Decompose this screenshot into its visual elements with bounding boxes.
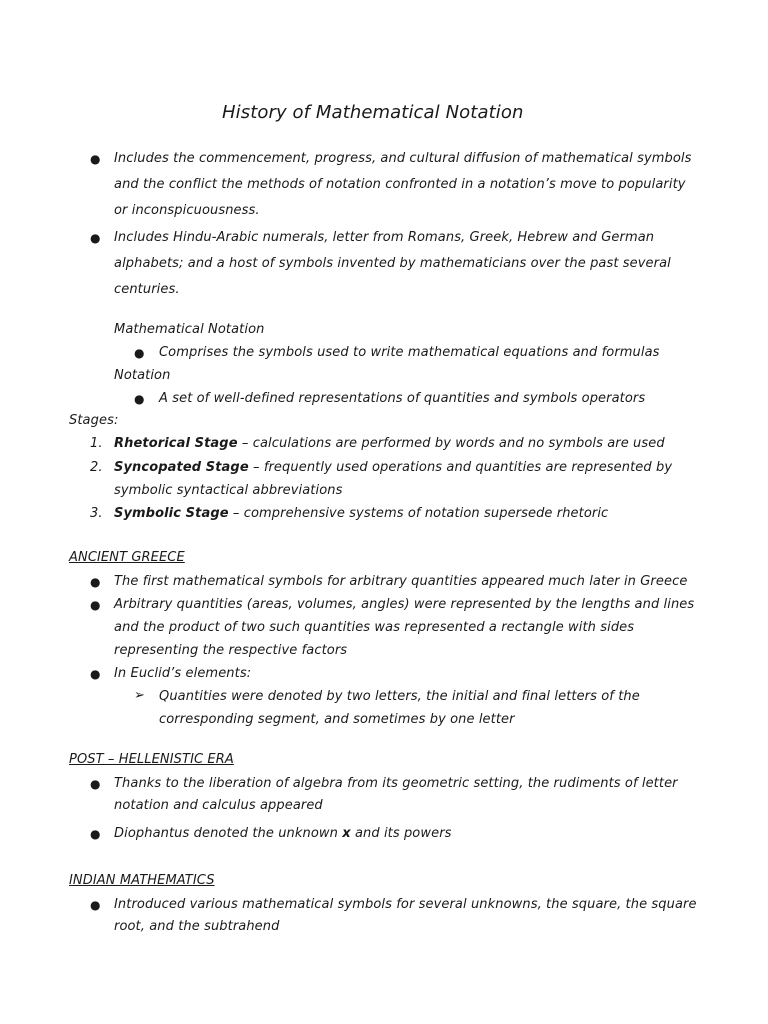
indian-bullet-1-line-2: root, and the subtrahend — [114, 919, 280, 934]
stage-description: – comprehensive systems of notation supersede rhetoric — [228, 506, 609, 521]
intro-2-line-3: centuries. — [114, 282, 180, 297]
bullet-icon: ● — [90, 827, 101, 841]
stage-name: Rhetorical Stage — [114, 436, 238, 451]
indian-bullet-1-line-1: Introduced various mathematical symbols for several unknowns, the square, the square — [114, 897, 697, 912]
stage-name: Symbolic Stage — [114, 506, 229, 521]
arrow-bullet-icon: ➢ — [134, 688, 145, 703]
stage-2 — [114, 460, 672, 476]
stage-number: 3. — [90, 506, 103, 521]
stage-number: 2. — [90, 460, 103, 475]
greece-bullet-2-line-1: Arbitrary quantities (areas, volumes, angles) were represented by the lengths and lines — [114, 597, 695, 612]
hellenistic-bullet-1-line-2: notation and calculus appeared — [114, 798, 323, 813]
greece-bullet-3: In Euclid’s elements: — [114, 666, 252, 681]
stage-2-continuation: symbolic syntactical abbreviations — [114, 483, 343, 498]
notation-subheading: Notation — [114, 368, 171, 383]
section-heading-post-hellenistic: POST – HELLENISTIC ERA — [69, 752, 234, 767]
bullet-icon: ● — [90, 777, 101, 791]
stage-description: – frequently used operations and quantities are represented by — [248, 460, 673, 475]
bullet-text: Diophantus denoted the unknown — [114, 826, 343, 841]
bullet-text: and its powers — [350, 826, 452, 841]
stage-name: Syncopated Stage — [114, 460, 249, 475]
intro-2-line-2: alphabets; and a host of symbols invented by mathematicians over the past several — [114, 256, 671, 271]
bullet-icon: ● — [90, 231, 101, 245]
stage-description: – calculations are performed by words and no symbols are used — [237, 436, 665, 451]
hellenistic-bullet-2 — [114, 826, 452, 842]
bullet-icon: ● — [134, 346, 145, 360]
stages-heading: Stages: — [69, 413, 119, 428]
greece-sub-line-1: Quantities were denoted by two letters, the initial and final letters of the — [159, 689, 640, 704]
bullet-icon: ● — [90, 667, 101, 681]
bullet-icon: ● — [90, 575, 101, 589]
greece-bullet-2-line-3: representing the respective factors — [114, 643, 348, 658]
stage-number: 1. — [90, 436, 103, 451]
page-title: History of Mathematical Notation — [222, 102, 524, 123]
variable-x: x — [342, 826, 351, 841]
hellenistic-bullet-1-line-1: Thanks to the liberation of algebra from its geometric setting, the rudiments of letter — [114, 776, 678, 791]
notation-bullet-2: A set of well-defined representations of quantities and symbols operators — [159, 391, 646, 406]
intro-1-line-2: and the conflict the methods of notation confronted in a notation’s move to popularity — [114, 177, 686, 192]
notation-heading: Mathematical Notation — [114, 322, 265, 337]
notation-bullet-1: Comprises the symbols used to write mathematical equations and formulas — [159, 345, 660, 360]
intro-1-line-1: Includes the commencement, progress, and cultural diffusion of mathematical symbols — [114, 151, 692, 166]
bullet-icon: ● — [90, 898, 101, 912]
bullet-icon: ● — [90, 152, 101, 166]
intro-1-line-3: or inconspicuousness. — [114, 203, 260, 218]
bullet-icon: ● — [90, 598, 101, 612]
section-heading-ancient-greece: ANCIENT GREECE — [69, 550, 185, 565]
intro-2-line-1: Includes Hindu-Arabic numerals, letter from Romans, Greek, Hebrew and German — [114, 230, 655, 245]
bullet-icon: ● — [134, 392, 145, 406]
greece-bullet-1: The first mathematical symbols for arbitrary quantities appeared much later in Greece — [114, 574, 688, 589]
stage-1 — [114, 436, 665, 452]
stage-3 — [114, 506, 608, 522]
greece-bullet-2-line-2: and the product of two such quantities was represented a rectangle with sides — [114, 620, 635, 635]
greece-sub-line-2: corresponding segment, and sometimes by one letter — [159, 712, 515, 727]
section-heading-indian-mathematics: INDIAN MATHEMATICS — [69, 873, 215, 888]
